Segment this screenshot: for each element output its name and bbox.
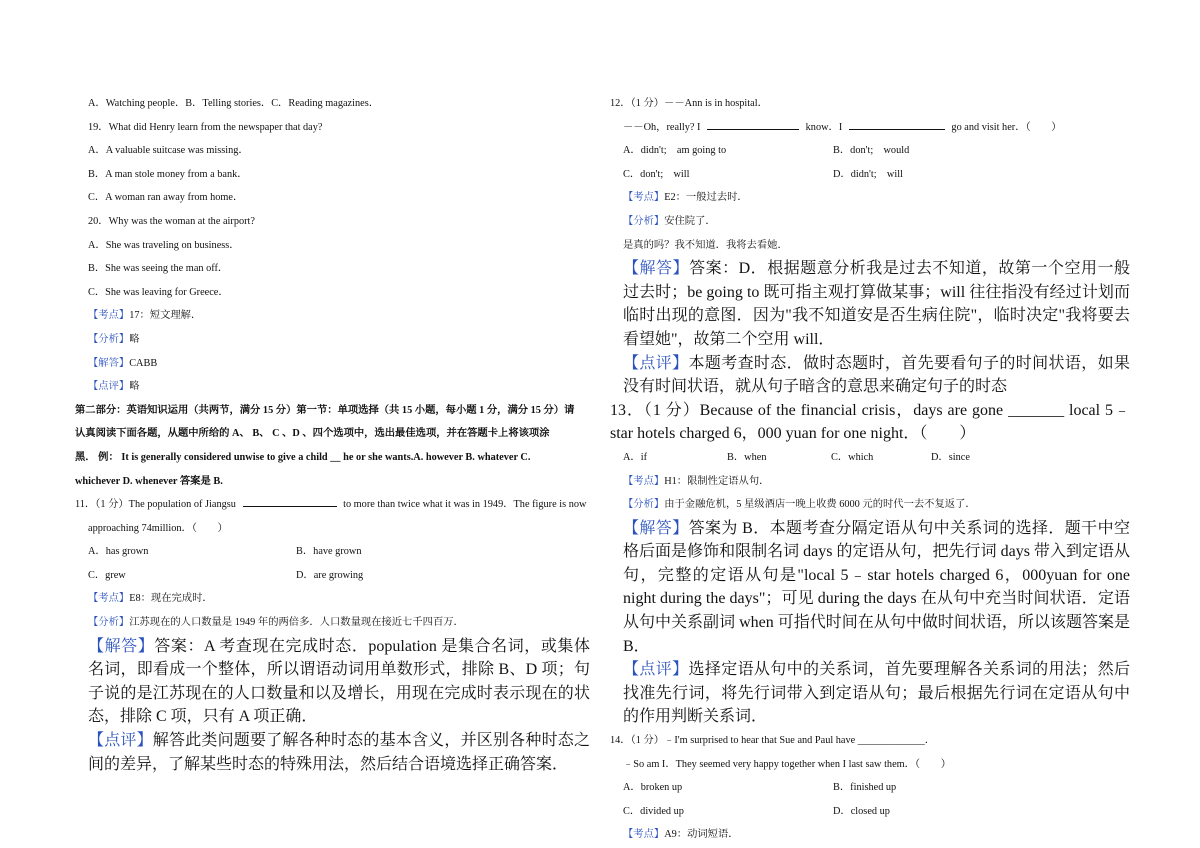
q11-blank xyxy=(243,496,337,507)
q11-kaodian-text: E8：现在完成时． xyxy=(129,593,213,605)
q12-stem: 12．（1 分）－－Ann is in hospital． xyxy=(610,98,768,109)
q13-dianping xyxy=(610,658,1130,729)
q11-kaodian xyxy=(75,587,590,611)
dianping-tag: 【点评】 xyxy=(88,381,130,393)
q20-option-c: C．She was leaving for Greece． xyxy=(88,286,229,298)
q12-option-c: C．don't; will xyxy=(623,168,690,180)
q11-dianping-text: 解答此类问题要了解各种时态的基本含义，并区别各种时态之间的差异，了解某些时态的特殊用法，然后结合语境选择正确答案． xyxy=(88,732,590,773)
q14-kaodian-tag: 【考点】 xyxy=(623,829,665,841)
jieda-row xyxy=(75,352,590,376)
q11-dianping xyxy=(75,729,590,776)
fenxi-text: 略 xyxy=(129,333,140,345)
q11-kaodian-tag: 【考点】 xyxy=(88,593,130,605)
fenxi-row xyxy=(75,328,590,352)
q14-option-c: C．divided up xyxy=(623,805,684,817)
q20-option-a: A．She was traveling on business． xyxy=(88,239,240,251)
q13-fenxi-tag: 【分析】 xyxy=(623,499,665,511)
q19-option-c: C．A woman ran away from home． xyxy=(88,192,244,204)
q20-stem: 20．Why was the woman at the airport? xyxy=(88,215,255,227)
q11-stem-part-b: to more than twice what it was in 1949．The figure is now xyxy=(343,499,587,511)
part2-line-2: 认真阅读下面各题，从题中所给的 A、 B、 C 、D 、四个选项中，选出最佳选项，并在答题卡上将该项涂 xyxy=(75,428,550,440)
q11-jieda-tag: 【解答】 xyxy=(88,637,155,655)
q12-line-part-a: －－Oh，really? I xyxy=(623,121,701,133)
q12-fenxi-tag: 【分析】 xyxy=(623,215,665,227)
q13-option-c: C．which xyxy=(831,451,874,463)
q14-option-d: D．closed up xyxy=(833,805,890,817)
q13-jieda xyxy=(610,517,1130,659)
dianping-text: 略 xyxy=(129,381,140,393)
part2-line-3: 黑． 例： It is generally considered unwise to give a child __ he or she wants.A. however B. whatever C. xyxy=(75,451,531,463)
q20-option-b: B．She was seeing the man off． xyxy=(88,263,229,275)
q13-jieda-tag: 【解答】 xyxy=(623,519,689,537)
q11-option-d: D．are growing xyxy=(296,569,364,581)
q12-blank-1 xyxy=(707,119,799,130)
q11-jieda-text: 答案：A 考查现在完成时态．population 是集合名词，或集体名词，即看成一个整体，所以谓语动词用单数形式，排除 B、D 项；句子说的是江苏现在的人口数量和以及增长，用现在完成时表示现在的状态，排除 C 项，只有 A 项正确． xyxy=(88,637,590,726)
q12-fenxi-cont: 是真的吗？我不知道．我将去看她． xyxy=(623,239,788,251)
q12-kaodian-tag: 【考点】 xyxy=(623,192,665,204)
q12-jieda-tag: 【解答】 xyxy=(623,260,690,278)
q13-dianping-text: 选择定语从句中的关系词，首先要理解各关系词的用法；然后找准先行词，将先行词带入到定语从句；最后根据先行词在定语从句中的作用判断关系词． xyxy=(623,661,1130,726)
left-column xyxy=(75,92,590,776)
q13-kaodian-tag: 【考点】 xyxy=(623,475,665,487)
q14-kaodian xyxy=(610,823,1130,847)
q11-stem-part-a: 11．（1 分）The population of Jiangsu xyxy=(75,499,236,511)
q12-options-row-2 xyxy=(610,163,1130,187)
q13-dianping-tag: 【点评】 xyxy=(623,661,689,679)
q12-options-row-1 xyxy=(610,139,1130,163)
q13-fenxi-text: 由于金融危机，5 星级酒店一晚上收费 6000 元的时代一去不复返了． xyxy=(664,499,976,511)
q12-jieda-text: 答案：D．根据题意分析我是过去不知道，故第一个空用一般过去时；be going to 既可指主观打算做某事；will 往往指没有经过计划而临时出现的意图．因为"我不知道安是否生病住院"，临时决定"我将要去看望她"，故第二个空用 will． xyxy=(623,260,1130,348)
q12-option-a: A．didn't; am going to xyxy=(623,145,727,157)
kaodian-row xyxy=(75,304,590,328)
q13-stem: 13．（1 分）Because of the financial crisis，days are gone _______ local 5﹣star hotels charged 6，000 yuan for one night．（ ） xyxy=(610,401,1130,443)
q12-fenxi xyxy=(610,210,1130,234)
fenxi-tag: 【分析】 xyxy=(88,333,130,345)
q11-option-b: B．have grown xyxy=(296,546,362,558)
q11-options-row-1 xyxy=(75,540,590,564)
q12-fenxi-text: 安住院了． xyxy=(664,215,716,227)
q11-options-row-2 xyxy=(75,564,590,588)
jieda-text: CABB xyxy=(129,357,158,369)
q19-option-a: A．A valuable suitcase was missing． xyxy=(88,145,249,157)
q13-fenxi xyxy=(610,493,1130,517)
q13-jieda-text: 答案为 B．本题考查分隔定语从句中关系词的选择．题干中空格后面是修饰和限制名词 days 的定语从句，把先行词 days 带入到定语从句，完整的定语从句是"local 5﹣star hotels charged 6，000yuan for one night during the days"；可见 during the days 在从句中充当时间状语．定语从句中关系副词 when 可指代时间在从句中做时间状语，所以该题答案是 B． xyxy=(623,519,1130,655)
q11-fenxi-text: 江苏现在的人口数量是 1949 年的两倍多．人口数量现在接近七千四百万． xyxy=(129,617,464,629)
q12-dianping-text: 本题考查时态．做时态题时，首先要看句子的时间状语，如果没有时间状语，就从句子暗含的意思来确定句子的时态 xyxy=(623,354,1130,396)
q12-option-d: D．didn't; will xyxy=(833,168,903,180)
q11-jieda xyxy=(75,635,590,729)
q12-kaodian xyxy=(610,186,1130,210)
part2-line-4: whichever D. whenever 答案是 B. xyxy=(75,475,223,487)
q13-options-row xyxy=(610,446,1130,470)
q19-option-b: B．A man stole money from a bank． xyxy=(88,168,248,180)
q11-option-c: C．grew xyxy=(88,569,126,581)
q14-stem-cont: ﹣So am I．They seemed very happy together when I last saw them．（ ） xyxy=(623,758,951,770)
q14-options-row-1 xyxy=(610,776,1130,800)
kaodian-tag: 【考点】 xyxy=(88,310,130,322)
kaodian-text: 17：短文理解． xyxy=(129,310,202,322)
q14-options-row-2 xyxy=(610,800,1130,824)
q13-kaodian-text: H1：限制性定语从句． xyxy=(664,475,770,487)
q12-dianping xyxy=(610,352,1130,399)
q12-blank-2 xyxy=(849,119,945,130)
q11-stem-cont: approaching 74million．（ ） xyxy=(88,522,228,534)
q13-option-b: B．when xyxy=(727,451,767,463)
q14-option-b: B．finished up xyxy=(833,782,897,794)
q11-option-a: A．has grown xyxy=(88,546,149,558)
q13-option-a: A．if xyxy=(623,451,648,463)
q19-stem: 19．What did Henry learn from the newspaper that day? xyxy=(88,121,323,133)
part2-line-1: 第二部分：英语知识运用（共两节，满分 15 分）第一节：单项选择（共 15 小题，每小题 1 分，满分 15 分）请 xyxy=(75,404,575,416)
q11-stem xyxy=(75,493,590,517)
q11-fenxi-tag: 【分析】 xyxy=(88,617,130,629)
q12-dianping-tag: 【点评】 xyxy=(623,354,689,372)
q11-fenxi xyxy=(75,611,590,635)
q14-stem: 14．（1 分）﹣I'm surprised to hear that Sue and Paul have _____________． xyxy=(610,735,936,747)
q12-line-part-c: go and visit her．（ ） xyxy=(951,121,1062,133)
q13-option-d: D．since xyxy=(931,451,970,463)
q12-dialog-line xyxy=(610,116,1130,140)
q18-options: A．Watching people．B．Telling stories．C．Reading magazines． xyxy=(88,98,379,109)
q12-jieda xyxy=(610,257,1130,351)
jieda-tag: 【解答】 xyxy=(88,357,130,369)
q12-kaodian-text: E2：一般过去时． xyxy=(664,192,748,204)
q11-dianping-tag: 【点评】 xyxy=(88,732,153,750)
q12-line-part-b: know．I xyxy=(805,121,843,133)
dianping-row xyxy=(75,375,590,399)
q13-kaodian xyxy=(610,470,1130,494)
q14-option-a: A．broken up xyxy=(623,782,683,794)
q12-option-b: B．don't; would xyxy=(833,145,910,157)
right-column xyxy=(610,92,1130,847)
q14-kaodian-text: A9：动词短语． xyxy=(664,829,739,841)
